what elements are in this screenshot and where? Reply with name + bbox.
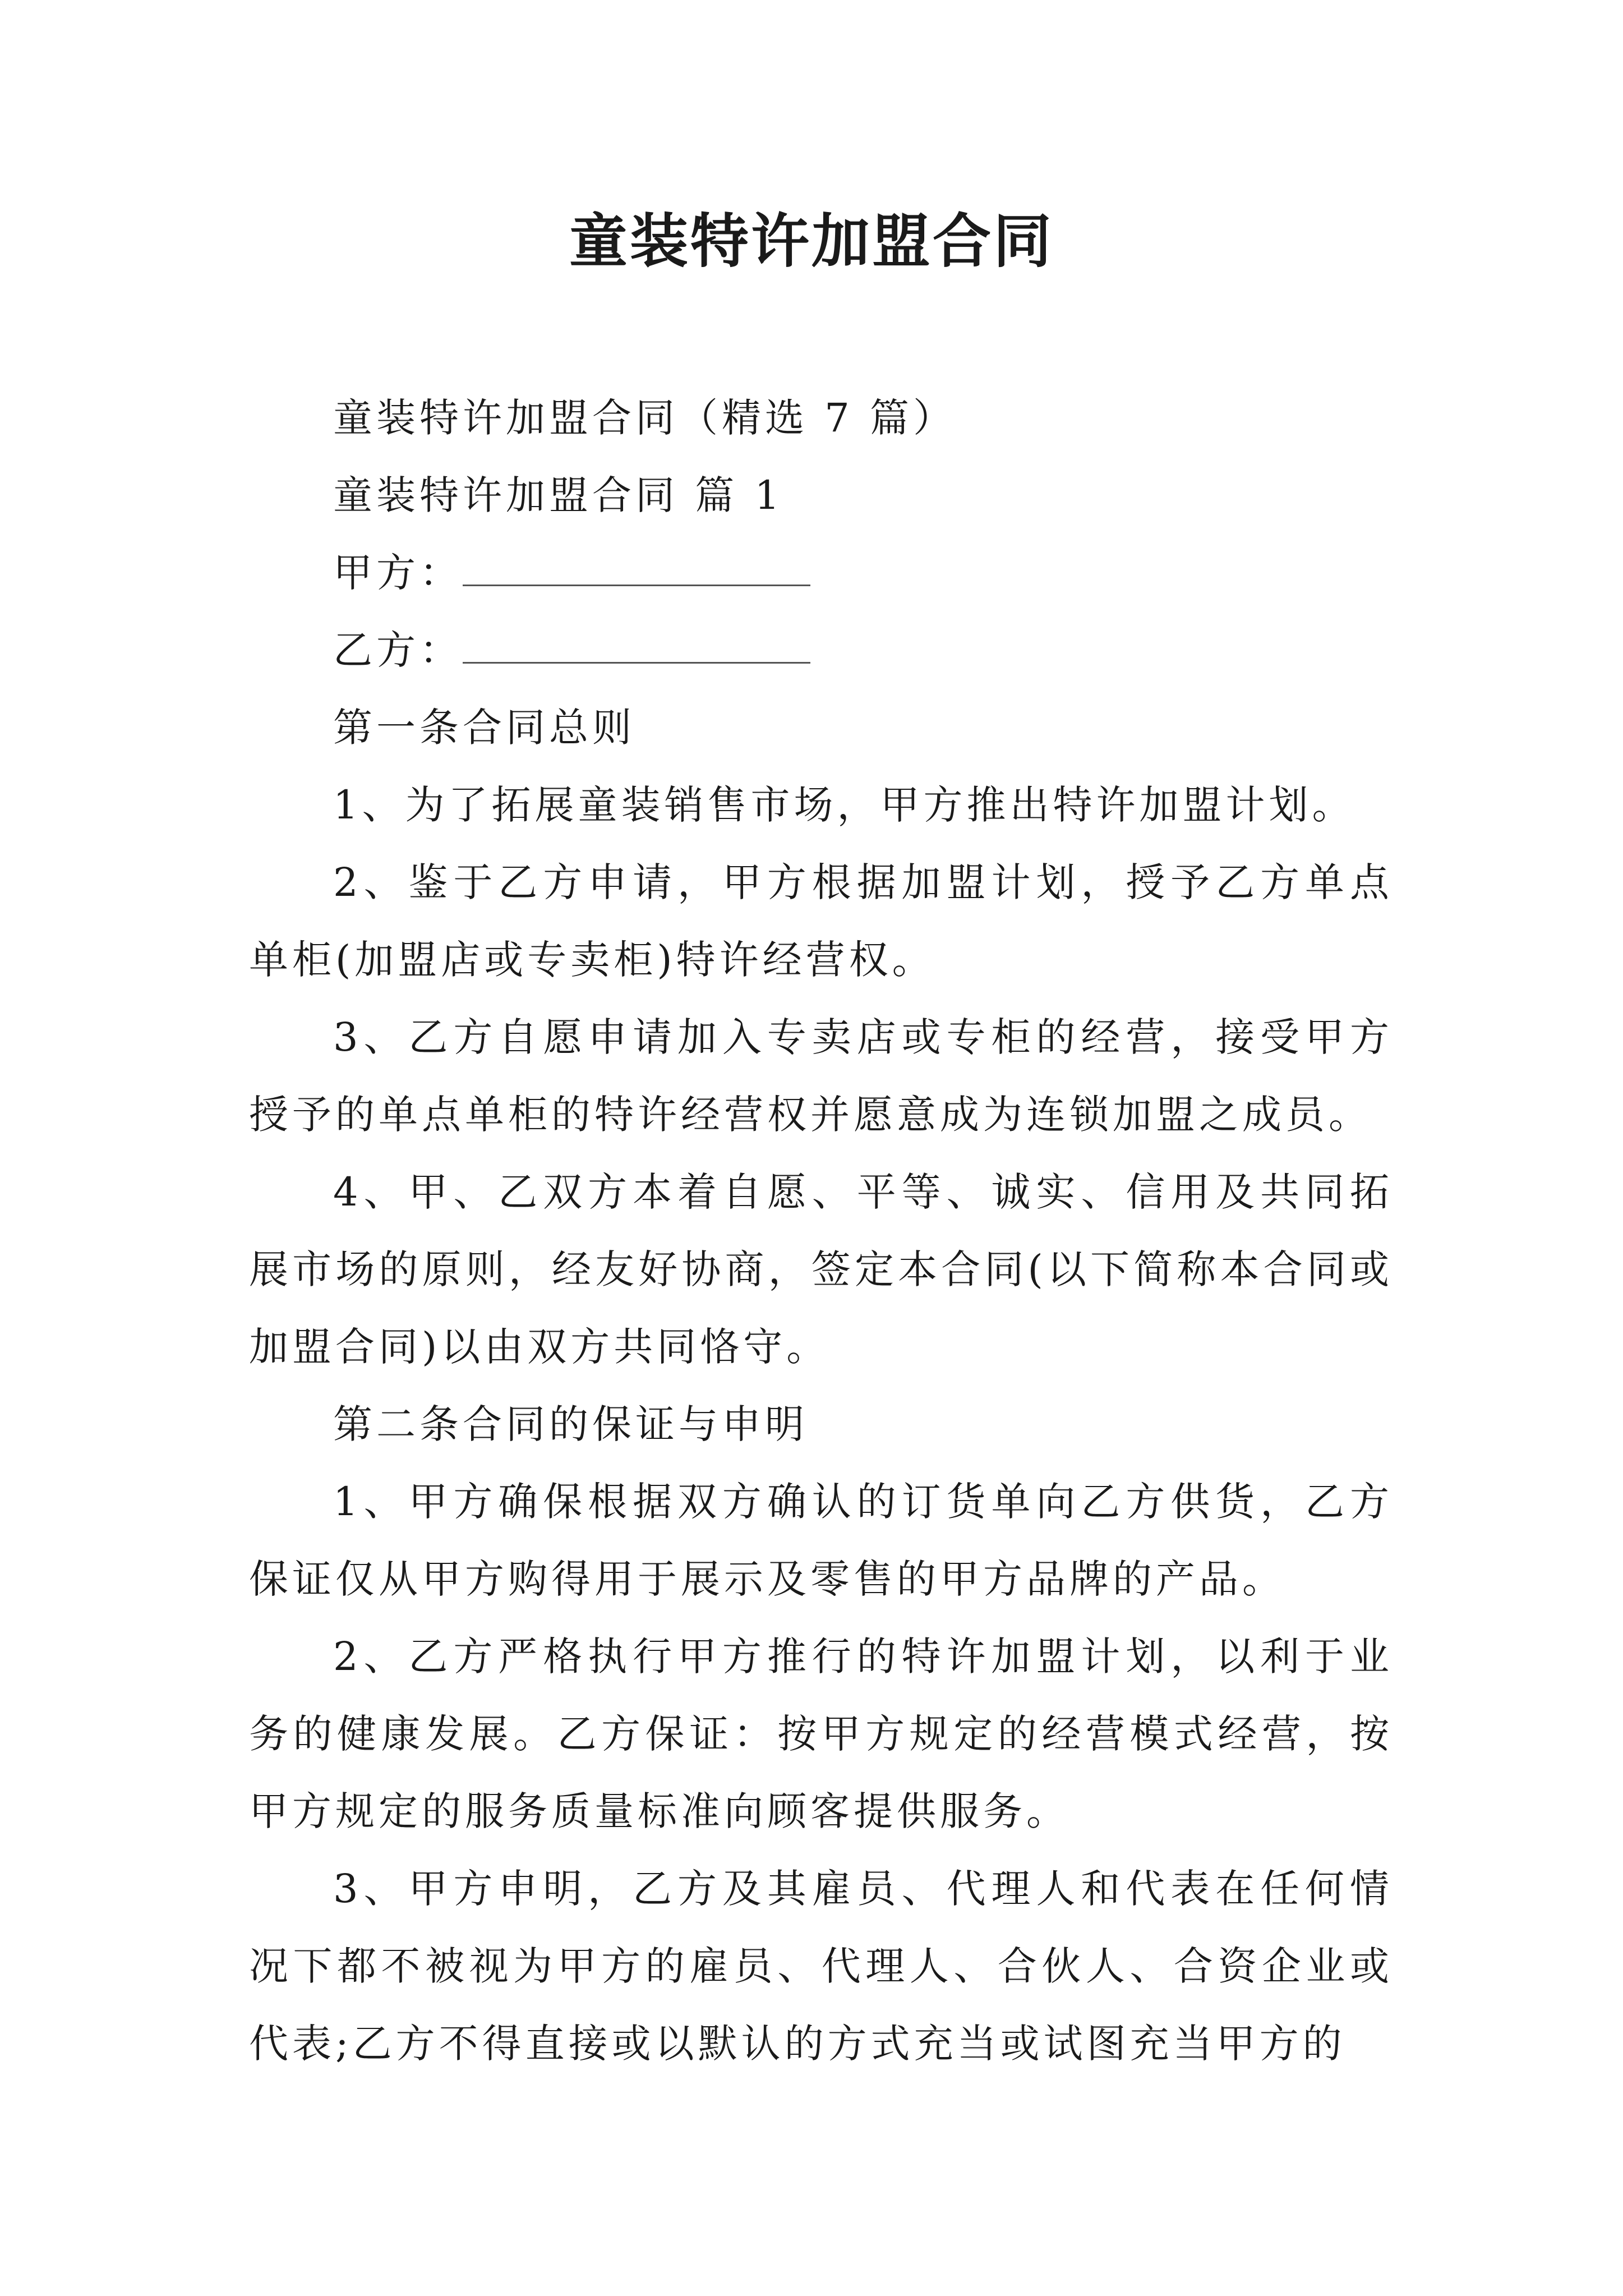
paragraph: 1、甲方确保根据双方确认的订货单向乙方供货，乙方保证仅从甲方购得用于展示及零售的甲方品牌的产品。 — [249, 1479, 1393, 1602]
party-a-label: 甲方： — [333, 550, 463, 596]
party-a-line — [249, 534, 1393, 611]
party-b-blank — [463, 623, 810, 664]
part-heading: 童装特许加盟合同 篇 1 — [333, 472, 784, 518]
paragraph: 1、为了拓展童装销售市场，甲方推出特许加盟计划。 — [333, 782, 1355, 828]
subtitle: 童装特许加盟合同（精选 7 篇） — [333, 395, 957, 441]
document-body — [249, 379, 1393, 2082]
paragraph: 2、乙方严格执行甲方推行的特许加盟计划，以利于业务的健康发展。乙方保证：按甲方规定的经营模式经营，按甲方规定的服务质量标准向顾客提供服务。 — [249, 1634, 1393, 1834]
section-heading: 第一条合同总则 — [333, 705, 635, 751]
section-heading: 第二条合同的保证与申明 — [333, 1401, 808, 1447]
paragraph: 2、鉴于乙方申请，甲方根据加盟计划，授予乙方单点单柜(加盟店或专卖柜)特许经营权。 — [249, 859, 1393, 983]
document-title: 童装特许加盟合同 — [569, 206, 1054, 275]
paragraph: 3、甲方申明，乙方及其雇员、代理人和代表在任何情况下都不被视为甲方的雇员、代理人、合伙人、合资企业或代表;乙方不得直接或以默认的方式充当或试图充当甲方的 — [249, 1866, 1393, 2067]
party-b-label: 乙方： — [333, 627, 463, 673]
party-b-line — [249, 611, 1393, 689]
paragraph: 4、甲、乙双方本着自愿、平等、诚实、信用及共同拓展市场的原则，经友好协商，签定本合同(以下简称本合同或加盟合同)以由双方共同恪守。 — [249, 1169, 1393, 1370]
paragraph: 3、乙方自愿申请加入专卖店或专柜的经营，接受甲方授予的单点单柜的特许经营权并愿意成为连锁加盟之成员。 — [249, 1014, 1393, 1138]
party-a-blank — [463, 545, 810, 586]
